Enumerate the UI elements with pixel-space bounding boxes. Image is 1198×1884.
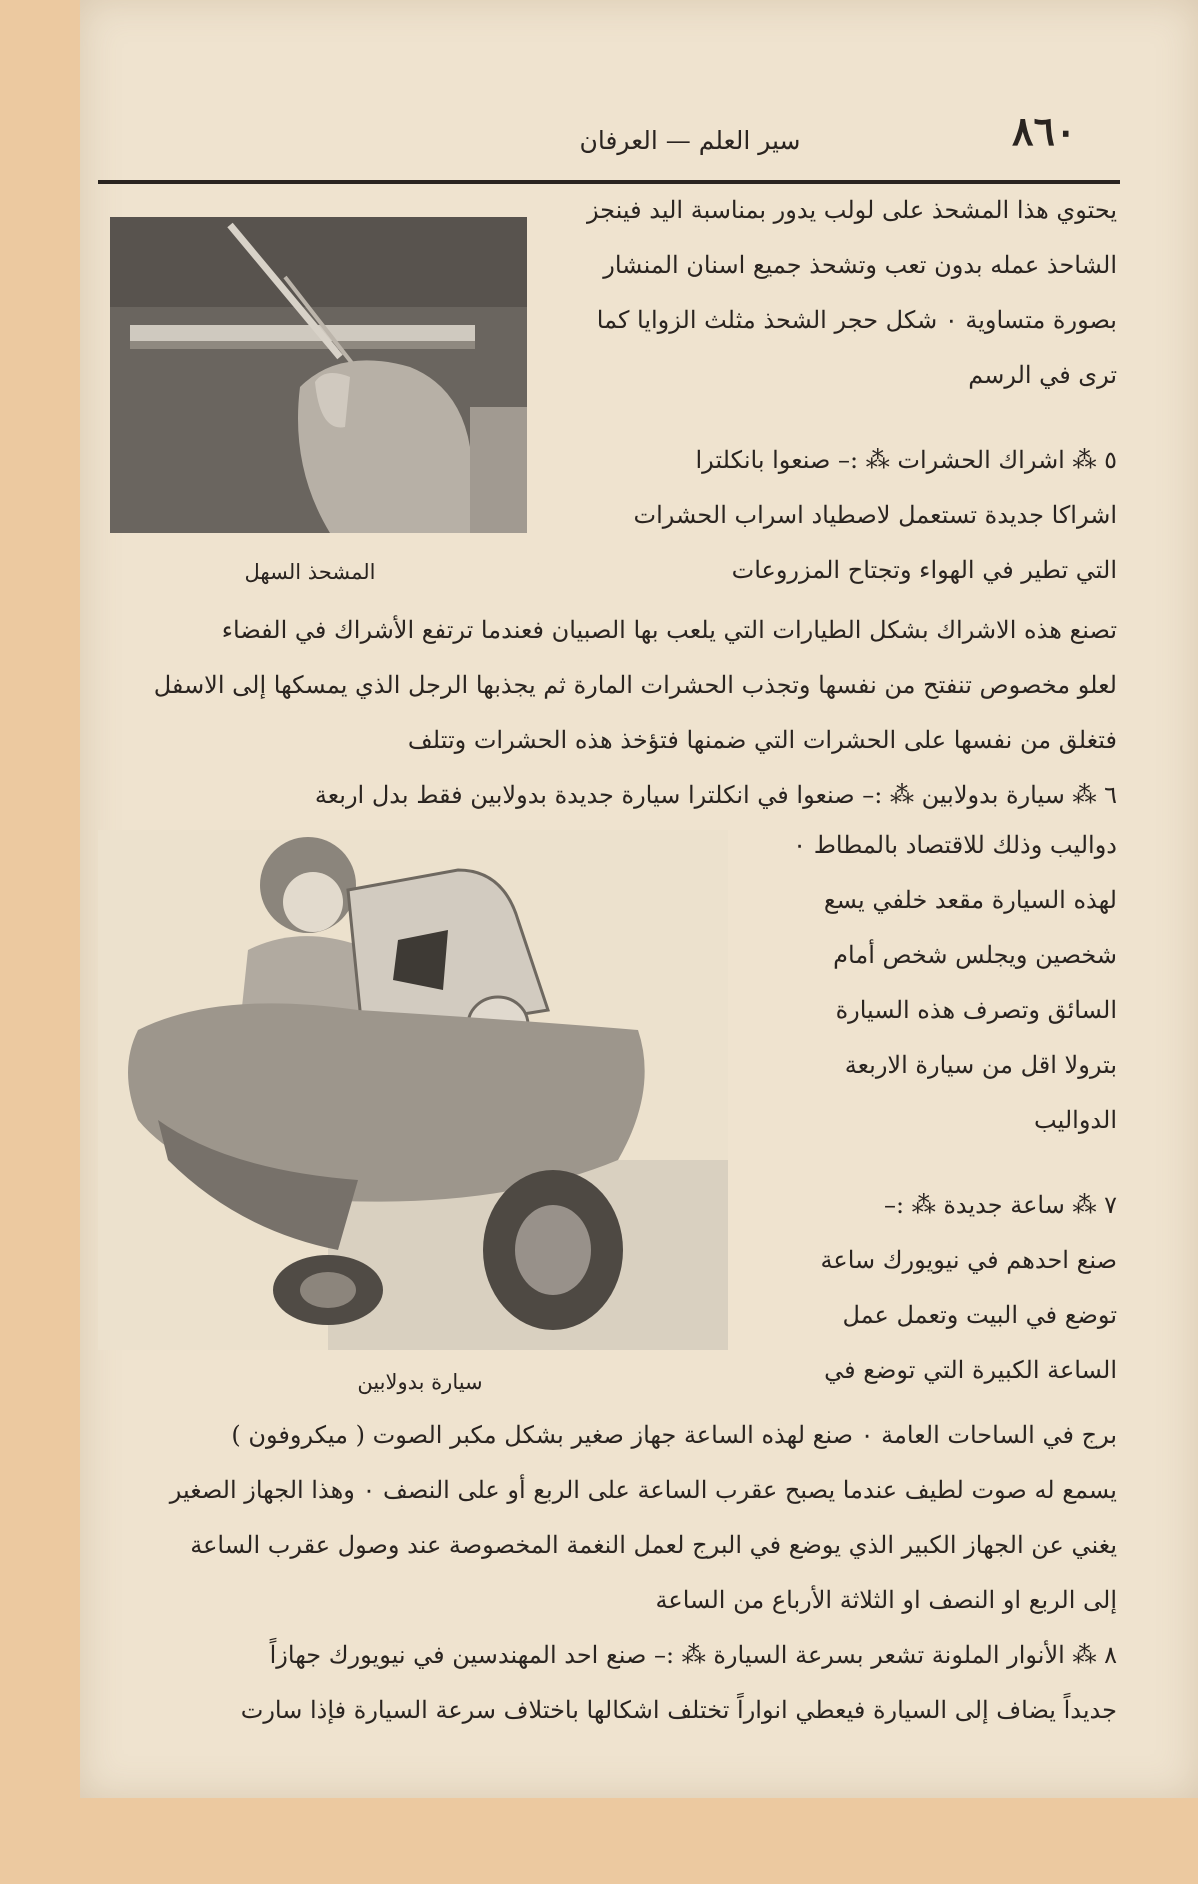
text-line: شخصين ويجلس شخص أمام	[833, 941, 1117, 969]
text-line: ترى في الرسم	[968, 361, 1117, 389]
section-heading-5: ٥ ⁂ اشراك الحشرات ⁂ :– صنعوا بانكلترا	[695, 446, 1117, 474]
text-line: بصورة متساوية ٠ شكل حجر الشحذ مثلث الزوايا كما	[596, 306, 1117, 334]
text-line: بترولا اقل من سيارة الاربعة	[844, 1051, 1117, 1079]
section-heading-7: ٧ ⁂ ساعة جديدة ⁂ :–	[883, 1191, 1117, 1219]
text-line: توضع في البيت وتعمل عمل	[842, 1301, 1117, 1329]
text-line: الدواليب	[1034, 1106, 1117, 1134]
header-rule	[98, 180, 1120, 184]
car-caption: سيارة بدولابين	[357, 1370, 483, 1394]
text-line: السائق وتصرف هذه السيارة	[835, 996, 1117, 1024]
text-line: تصنع هذه الاشراك بشكل الطيارات التي يلعب بها الصبيان فعندما ترتفع الأشراك في الفضاء	[221, 616, 1117, 644]
sharpener-illustration	[110, 217, 527, 533]
page-number: ٨٦٠	[1012, 108, 1077, 155]
section-heading-8: ٨ ⁂ الأنوار الملونة تشعر بسرعة السيارة ⁂ :– صنع احد المهندسين في نيويورك جهازاً	[269, 1641, 1117, 1669]
sharpener-photo	[110, 217, 527, 533]
text-line: يحتوي هذا المشحذ على لولب يدور بمناسبة اليد فينجز	[586, 196, 1117, 224]
section-heading-6: ٦ ⁂ سيارة بدولابين ⁂ :– صنعوا في انكلترا سيارة جديدة بدولابين فقط بدل اربعة	[314, 781, 1117, 809]
car-illustration	[98, 830, 728, 1350]
text-line: يغني عن الجهاز الكبير الذي يوضع في البرج لعمل النغمة المخصوصة عند وصول عقرب الساعة	[190, 1531, 1117, 1559]
text-line: اشراكا جديدة تستعمل لاصطياد اسراب الحشرات	[633, 501, 1117, 529]
text-line: جديداً يضاف إلى السيارة فيعطي انواراً تختلف اشكالها باختلاف سرعة السيارة فإذا سارت	[240, 1696, 1117, 1724]
running-header-title: سير العلم — العرفان	[579, 126, 801, 155]
sharpener-caption: المشحذ السهل	[244, 560, 376, 584]
text-line: صنع احدهم في نيويورك ساعة	[820, 1246, 1117, 1274]
book-page	[80, 0, 1198, 1798]
text-line: إلى الربع او النصف او الثلاثة الأرباع من الساعة	[655, 1586, 1117, 1614]
text-line: الشاحذ عمله بدون تعب وتشحذ جميع اسنان المنشار	[603, 251, 1117, 279]
text-line: التي تطير في الهواء وتجتاح المزروعات	[731, 556, 1117, 584]
text-line: فتغلق من نفسها على الحشرات التي ضمنها فتؤخذ هذه الحشرات وتتلف	[407, 726, 1117, 754]
text-line: يسمع له صوت لطيف عندما يصبح عقرب الساعة على الربع أو على النصف ٠ وهذا الجهاز الصغير	[169, 1476, 1117, 1504]
text-line: لهذه السيارة مقعد خلفي يسع	[823, 886, 1117, 914]
car-photo	[98, 830, 728, 1350]
text-line: برج في الساحات العامة ٠ صنع لهذه الساعة جهاز صغير بشكل مكبر الصوت ( ميكروفون )	[231, 1421, 1117, 1449]
text-line: دواليب وذلك للاقتصاد بالمطاط ٠	[793, 831, 1117, 859]
text-line: الساعة الكبيرة التي توضع في	[824, 1356, 1117, 1384]
text-line: لعلو مخصوص تنفتح من نفسها وتجذب الحشرات المارة ثم يجذبها الرجل الذي يمسكها إلى الاسفل	[153, 671, 1117, 699]
